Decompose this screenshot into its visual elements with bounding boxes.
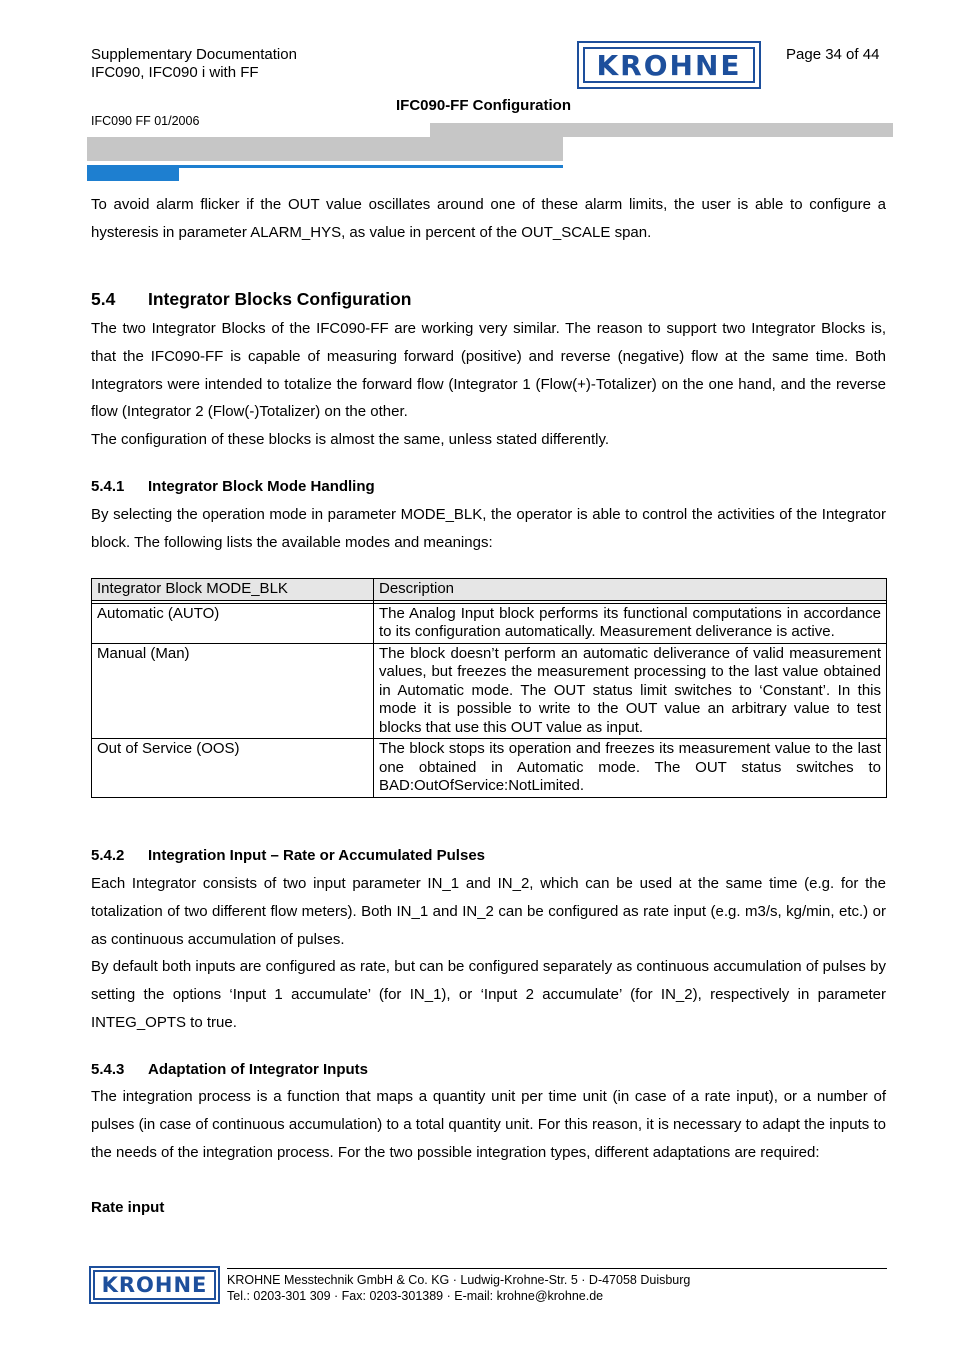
header-doc-title bbox=[91, 46, 297, 82]
section-5-4-1-title: Integrator Block Mode Handling bbox=[148, 478, 375, 495]
section-5-4-2-para2: By default both inputs are configured as rate, but can be configured separately as continuous accumulation of pulses by setting the options ‘Input 1 accumulate’ (for IN_1), or ‘Input 2 accumulate’ (for IN_2), respectively in parameter INTEG_OPTS to true. bbox=[91, 958, 886, 1031]
footer-rule bbox=[227, 1268, 887, 1269]
section-5-4-para2: The configuration of these blocks is almost the same, unless stated differently. bbox=[91, 431, 610, 449]
section-5-4-body bbox=[91, 315, 886, 454]
description-cell: The block stops its operation and freezes its measurement value to the last one obtained in Automatic mode. The OUT status switches to BAD:OutOfService:NotLimited. bbox=[374, 739, 887, 798]
footer-address-line1: KROHNE Messtechnik GmbH & Co. KG · Ludwig-Krohne-Str. 5 · D-47058 Duisburg bbox=[227, 1273, 691, 1287]
section-5-4-heading bbox=[91, 289, 411, 310]
section-5-4-2-number: 5.4.2 bbox=[91, 847, 125, 864]
header-doc-line2: IFC090, IFC090 i with FF bbox=[91, 64, 259, 81]
mode-cell: Manual (Man) bbox=[92, 643, 374, 739]
intro-paragraph: To avoid alarm flicker if the OUT value oscillates around one of these alarm limits, the user is able to configure a hysteresis in parameter ALARM_HYS, as value in percent of the OUT_SCALE span. bbox=[91, 196, 886, 241]
mode-cell: Out of Service (OOS) bbox=[92, 739, 374, 798]
table-row bbox=[92, 739, 887, 798]
section-5-4-2-heading bbox=[91, 847, 485, 864]
table-row bbox=[92, 603, 887, 643]
header-bar-gray-left bbox=[87, 137, 563, 161]
header-section-title: IFC090-FF Configuration bbox=[396, 97, 571, 114]
description-cell: The block doesn’t perform an automatic deliverance of valid measurement values, but freezes the measurement processing to the last value obtained in Automatic mode. The OUT status limit switches to ‘Constant’. In this mode it is possible to write to the OUT value an arbitrary value to test blocks that use this OUT value as input. bbox=[374, 643, 887, 739]
section-5-4-1-number: 5.4.1 bbox=[91, 478, 125, 495]
section-5-4-3-number: 5.4.3 bbox=[91, 1061, 125, 1078]
header-bar-blue-block bbox=[87, 168, 179, 181]
header-bar-gray-right bbox=[430, 123, 893, 137]
mode-table-header-row bbox=[92, 579, 887, 601]
section-5-4-3-title: Adaptation of Integrator Inputs bbox=[148, 1061, 368, 1078]
section-5-4-3-para: The integration process is a function that maps a quantity unit per time unit (in case of a rate input), or a number of pulses (in case of continuous accumulation) to a total quantity unit. For this reason, it is necessary to adapt the inputs to the needs of the integration process. For the two possible integration types, different adaptations are required: bbox=[91, 1088, 886, 1161]
description-cell: The Analog Input block performs its functional computations in accordance to its configuration automatically. Measurement deliverance is active. bbox=[374, 603, 887, 643]
section-5-4-2-title: Integration Input – Rate or Accumulated Pulses bbox=[148, 847, 486, 864]
header-logo-text: KROHNE bbox=[583, 47, 755, 83]
footer-logo-text: KROHNE bbox=[93, 1270, 216, 1300]
mode-table-header-description: Description bbox=[374, 579, 887, 601]
footer-address-line2: Tel.: 0203-301 309 · Fax: 0203-301389 · E-mail: krohne@krohne.de bbox=[227, 1289, 604, 1303]
mode-table-header-mode: Integrator Block MODE_BLK bbox=[92, 579, 374, 601]
section-5-4-2-body bbox=[91, 870, 886, 1037]
header-doc-line1: Supplementary Documentation bbox=[91, 46, 297, 63]
mode-table bbox=[91, 578, 887, 798]
table-row bbox=[92, 643, 887, 739]
header-logo bbox=[577, 41, 761, 89]
section-5-4-1-heading bbox=[91, 478, 375, 495]
footer-address bbox=[227, 1272, 690, 1304]
header-doc-id: IFC090 FF 01/2006 bbox=[91, 114, 200, 128]
page-number: Page 34 of 44 bbox=[786, 46, 880, 63]
section-5-4-number: 5.4 bbox=[91, 289, 116, 309]
rate-input-subheading: Rate input bbox=[91, 1199, 165, 1216]
section-5-4-3-heading bbox=[91, 1061, 368, 1078]
section-5-4-para1: The two Integrator Blocks of the IFC090-FF are working very similar. The reason to support two Integrator Blocks is, that the IFC090-FF is capable of measuring forward (positive) and reverse (negative) flow at the same time. Both Integrators were intended to totalize the forward flow (Integrator 1 (Flow(+)-Totalizer) on the one hand, and the reverse flow (Integrator 2 (Flow(-)Totalizer) on the other. bbox=[91, 320, 886, 421]
footer-logo bbox=[89, 1266, 220, 1304]
mode-cell: Automatic (AUTO) bbox=[92, 603, 374, 643]
section-5-4-2-para1: Each Integrator consists of two input parameter IN_1 and IN_2, which can be used at the same time (e.g. for the totalization of two different flow meters). Both IN_1 and IN_2 can be configured as rate input (e.g. m3/s, kg/min, etc.) or as continuous accumulation of pulses. bbox=[91, 875, 886, 948]
section-5-4-title: Integrator Blocks Configuration bbox=[148, 289, 412, 309]
section-5-4-1-para: By selecting the operation mode in parameter MODE_BLK, the operator is able to control the activities of the Integrator block. The following lists the available modes and meanings: bbox=[91, 506, 886, 551]
